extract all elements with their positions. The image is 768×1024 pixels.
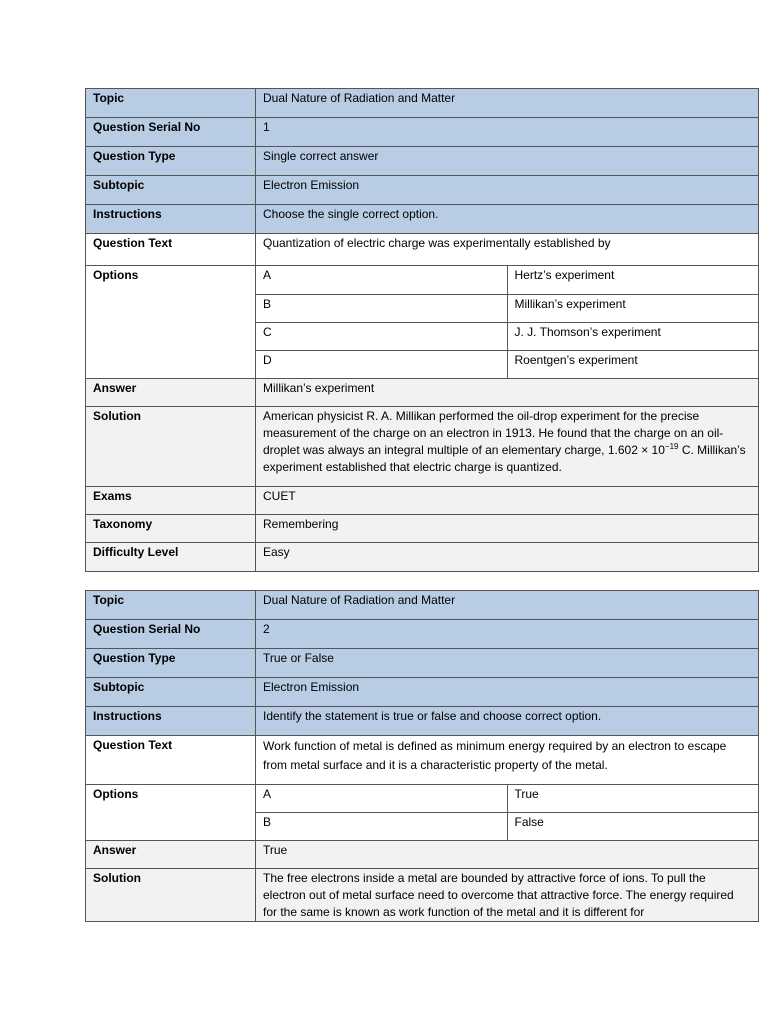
type-label: Question Type <box>86 147 256 176</box>
subtopic-value: Electron Emission <box>256 678 759 707</box>
serial-value: 1 <box>256 118 759 147</box>
option-text: Millikan’s experiment <box>507 295 759 323</box>
topic-value: Dual Nature of Radiation and Matter <box>256 591 759 620</box>
serial-value: 2 <box>256 620 759 649</box>
solution-label: Solution <box>86 407 256 487</box>
serial-label: Question Serial No <box>86 118 256 147</box>
question-table-2 <box>85 590 759 922</box>
option-letter: B <box>256 295 508 323</box>
answer-label: Answer <box>86 841 256 869</box>
option-letter: A <box>256 266 508 295</box>
subtopic-value: Electron Emission <box>256 176 759 205</box>
question-table-1 <box>85 88 759 572</box>
type-label: Question Type <box>86 649 256 678</box>
option-text: Roentgen’s experiment <box>507 351 759 379</box>
solution-label: Solution <box>86 869 256 922</box>
option-text: J. J. Thomson’s experiment <box>507 323 759 351</box>
question-text-value: Work function of metal is defined as minimum energy required by an electron to escape from metal surface and it is a characteristic property of the metal. <box>256 736 759 785</box>
option-text: True <box>507 785 759 813</box>
answer-label: Answer <box>86 379 256 407</box>
answer-value: True <box>256 841 759 869</box>
solution-value <box>256 407 759 487</box>
option-text: False <box>507 813 759 841</box>
instructions-value: Choose the single correct option. <box>256 205 759 234</box>
exams-label: Exams <box>86 487 256 515</box>
option-letter: B <box>256 813 508 841</box>
subtopic-label: Subtopic <box>86 678 256 707</box>
instructions-label: Instructions <box>86 205 256 234</box>
type-value: Single correct answer <box>256 147 759 176</box>
instructions-label: Instructions <box>86 707 256 736</box>
serial-label: Question Serial No <box>86 620 256 649</box>
solution-text-part: C. Millikan’s experiment established that electric charge is quantized. <box>263 443 746 474</box>
options-label: Options <box>86 785 256 841</box>
answer-value: Millikan’s experiment <box>256 379 759 407</box>
option-text: Hertz’s experiment <box>507 266 759 295</box>
type-value: True or False <box>256 649 759 678</box>
topic-label: Topic <box>86 89 256 118</box>
difficulty-value: Easy <box>256 543 759 572</box>
taxonomy-value: Remembering <box>256 515 759 543</box>
option-letter: A <box>256 785 508 813</box>
question-text-value: Quantization of electric charge was experimentally established by <box>256 234 759 266</box>
option-letter: D <box>256 351 508 379</box>
taxonomy-label: Taxonomy <box>86 515 256 543</box>
topic-label: Topic <box>86 591 256 620</box>
difficulty-label: Difficulty Level <box>86 543 256 572</box>
topic-value: Dual Nature of Radiation and Matter <box>256 89 759 118</box>
exams-value: CUET <box>256 487 759 515</box>
solution-value: The free electrons inside a metal are bounded by attractive force of ions. To pull the electron out of metal surface need to overcome that attractive force. The energy required for the same is known as work function of the metal and it is different for <box>256 869 759 922</box>
subtopic-label: Subtopic <box>86 176 256 205</box>
options-label: Options <box>86 266 256 379</box>
instructions-value: Identify the statement is true or false and choose correct option. <box>256 707 759 736</box>
question-text-label: Question Text <box>86 234 256 266</box>
option-letter: C <box>256 323 508 351</box>
question-text-label: Question Text <box>86 736 256 785</box>
solution-exponent: −19 <box>664 442 679 451</box>
solution-text-part: American physicist R. A. Millikan performed the oil-drop experiment for the precise measurement of the charge on an electron in 1913. He found that the charge on an oil-droplet was always an integral multiple of an elementary charge, 1.602 × 10 <box>263 409 724 457</box>
